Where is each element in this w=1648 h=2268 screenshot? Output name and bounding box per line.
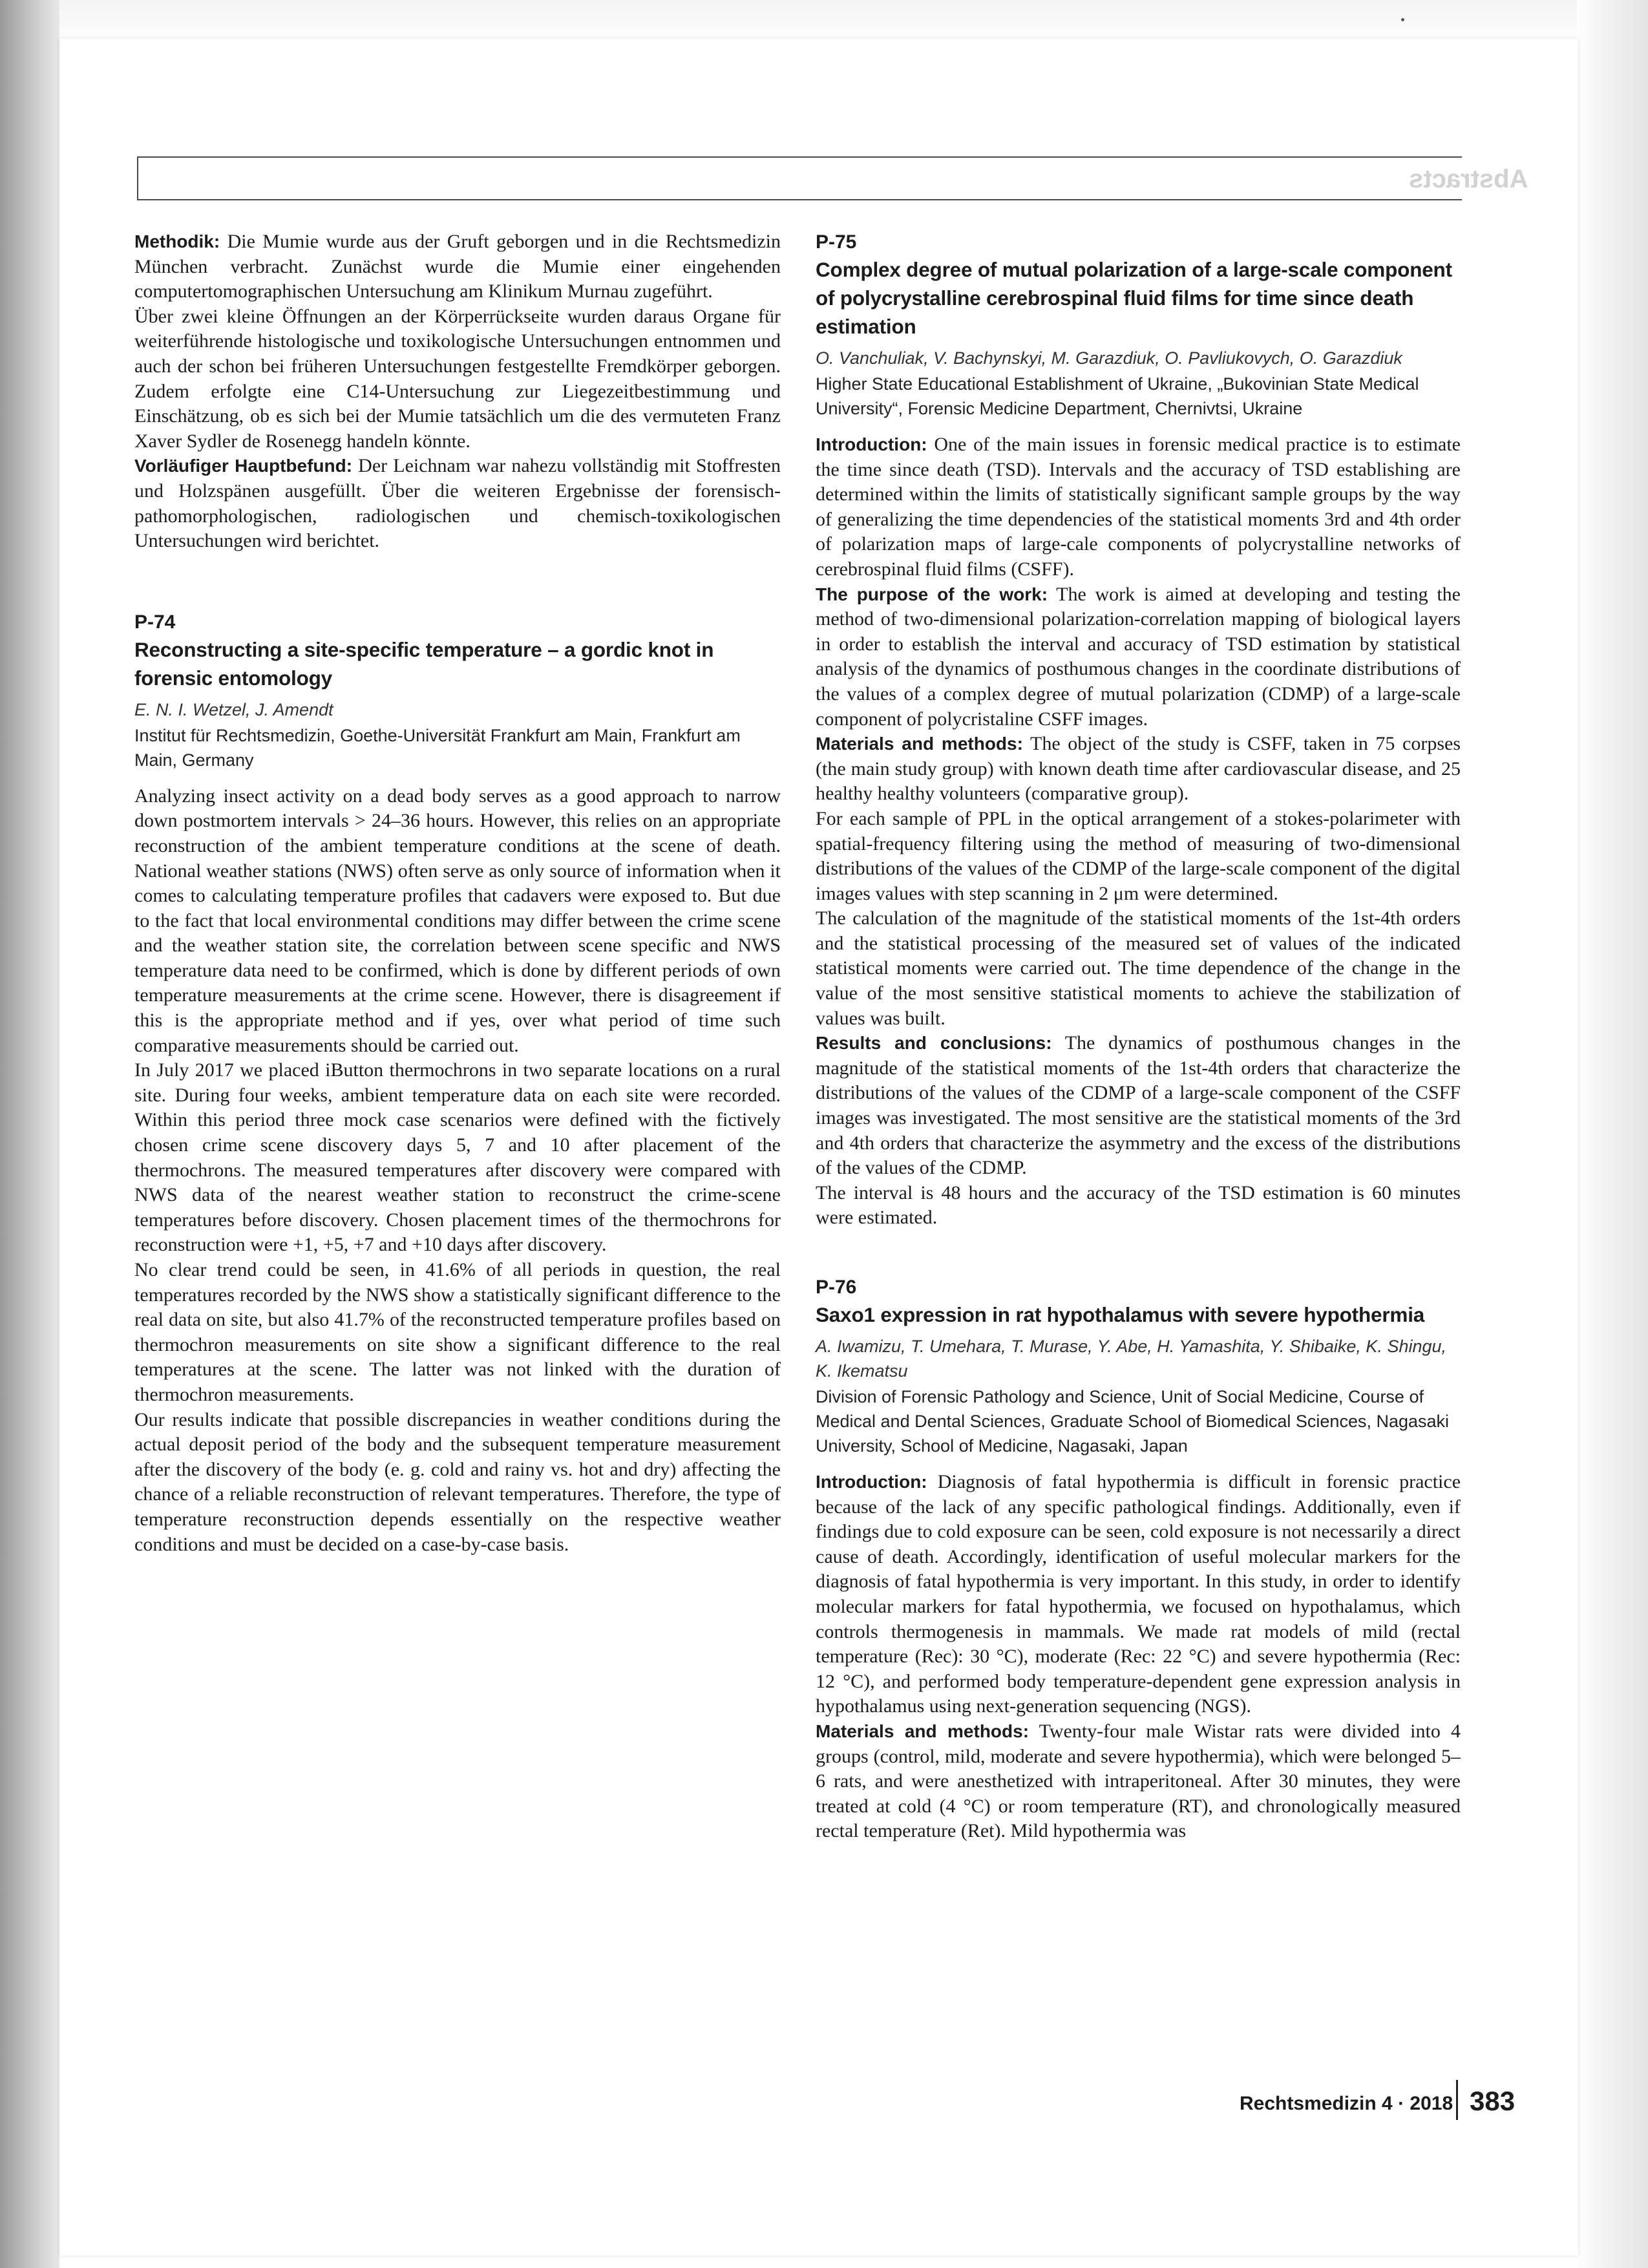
section-text: Twenty-four male Wistar rats were divided into 4 groups (control, mild, moderate and severe hypothermia), which were belonged 5–6 rats, and were anesthetized with intraperitoneal. After 30 minutes, they were treated at cold (4 °C) or room temperature (RT), and chronologically measured rectal temperature (Ret). Mild hypothermia was [816,1720,1461,1842]
abstract-paragraph [816,1031,1461,1181]
abstract-paragraph: Analyzing insect activity on a dead body serves as a good approach to narrow down postmortem intervals > 24–36 hours. However, this relies on an appropriate reconstruction of the ambient temperature conditions at the scene of death. National weather stations (NWS) often serve as only source of information when it comes to calculating temperature profiles that cadavers were exposed to. But due to the fact that local environmental conditions may differ between the crime scene and the weather station site, the correlation between scene specific and NWS temperature data need to be confirmed, which is done by different periods of own temperature measurements at the crime scene. However, there is disagreement if this is the appropriate method and if yes, over what period of time such comparative measurements should be carried out. [134,785,781,1056]
abstract-id: P-75 [816,231,857,253]
abstract-paragraph: In July 2017 we placed iButton thermochrons in two separate locations on a rural site. During four weeks, ambient temperature data on each site were recorded. Within this period three mock case scenarios were defined with the fictively chosen crime scene discovery days 5, 7 and 10 after placement of the thermochrons. The measured temperatures after discovery were compared with NWS data of the nearest weather station to reconstruct the crime-scene temperatures before discovery. Chosen placement times of the thermochrons for reconstruction were +1, +5, +7 and +10 days after discovery. [134,1059,781,1256]
section-label: Introduction: [816,1472,927,1492]
abstract-paragraph [816,582,1461,732]
section-label: Vorläufiger Hauptbefund: [134,456,353,476]
abstract-affiliation: Institut für Rechtsmedizin, Goethe-Universität Frankfurt am Main, Frankfurt am Main, Germany [134,725,741,770]
abstract-title: Complex degree of mutual polarization of a large-scale component of polycrystalline cerebrospinal fluid films for time since death estimation [816,258,1452,338]
abstract-p75 [816,229,1461,1231]
scan-shadow [0,0,59,2268]
abstract-paragraph: The interval is 48 hours and the accuracy of the TSD estimation is 60 minutes were estimated. [816,1182,1461,1229]
abstract-affiliation: Division of Forensic Pathology and Science, Unit of Social Medicine, Course of Medical and Dental Sciences, Graduate School of Biomedical Sciences, Nagasaki University, School of Medicine, Nagasaki, Japan [816,1387,1450,1456]
abstract-p76 [816,1275,1461,1844]
section-text: The dynamics of posthumous changes in the magnitude of the statistical moments of the 1st-4th orders that characterize the distributions of the values of the CDMP of a large-scale component of the CSFF images was investigated. The most sensitive are the statistical moments of the 3rd and 4th orders that characterize the asymmetry and the excess of the distributions of the values of the CDMP. [816,1032,1461,1179]
footer-divider [1456,2080,1458,2120]
abstract-id: P-74 [134,611,176,633]
page-number: 383 [1470,2086,1516,2116]
section-label: Introduction: [816,434,927,454]
scan-right-edge [1577,0,1648,2268]
abstract-authors: O. Vanchuliak, V. Bachynskyi, M. Garazdiuk, O. Pavliukovych, O. Garazdiuk [816,348,1402,368]
section-label: Results and conclusions: [816,1033,1052,1054]
methodik-paragraph [134,229,781,304]
scan-speck [1401,18,1404,21]
bleed-through-text: Abstracts [1409,165,1528,193]
continuation-paragraph [134,304,781,454]
section-text: Über zwei kleine Öffnungen an der Körperrückseite wurden daraus Organe für weiterführende histologische und toxikologische Untersuchungen entnommen und auch der schon bei früheren Untersuchungen festgestellte Fremdkörper geborgen. Zudem erfolgte eine C14-Untersuchung zur Liegezeitbestimmung und Einschätzung, ob es sich bei der Mumie tatsächlich um die des vermuteten Franz Xaver Sydler de Rosenegg handeln könnte. [134,305,781,452]
abstract-paragraph [816,1719,1461,1844]
section-text: The work is aimed at developing and testing the method of two-dimensional polarization-correlation mapping of biological layers in order to establish the interval and accuracy of TSD estimation by statistical analysis of the dynamics of posthumous changes in the coordinate distributions of the values of a complex degree of mutual polarization (CDMP) of a large-scale component of polycristaline CSFF images. [816,583,1461,730]
journal-name: Rechtsmedizin 4 · 2018 [1240,2093,1453,2114]
section-text: One of the main issues in forensic medical practice is to estimate the time since death (TSD). Intervals and the accuracy of TSD establishing are determined within the limits of statistically significant sample groups by the way of generalizing the time dependencies of the statistical moments 3rd and 4th order of polarization maps of large-cale components of polycrystalline networks of cerebrospinal fluid films (CSFF). [816,434,1461,580]
section-label: Methodik: [134,231,220,251]
abstract-paragraph: No clear trend could be seen, in 41.6% of all periods in question, the real temperatures recorded by the NWS show a statistically significant difference to the real data on site, but also 41.7% of the reconstructed temperature profiles based on thermochron measurements on site show a significant difference to the real temperatures at the scene. The latter was not linked with the duration of thermochron measurements. [134,1259,781,1405]
left-column [134,229,781,1557]
section-text: The object of the study is CSFF, taken in 75 corpses (the main study group) with known death time after cardiovascular disease, and 25 healthy healthy volunteers (comparative group). [816,733,1461,805]
abstract-paragraph: The calculation of the magnitude of the statistical moments of the 1st-4th orders and the statistical processing of the measured set of values of the indicated statistical moments were carried out. The time dependence of the change in the value of the most sensitive statistical moments to achieve the stabilization of values was built. [816,907,1461,1029]
section-label: Materials and methods: [816,734,1023,754]
section-label: Materials and methods: [816,1721,1030,1741]
section-text: Der Leichnam war nahezu vollständig mit Stoffresten und Holzspänen ausgefüllt. Über die weiteren Ergebnisse der forensisch-pathomorphologischen, radiologischen und chemisch-toxikologischen Untersuchungen wird berichtet. [134,455,781,552]
right-column [816,229,1461,1844]
section-text: Die Mumie wurde aus der Gruft geborgen und in die Rechtsmedizin München verbracht. Zunächst wurde die Mumie einer eingehenden computertomographischen Untersuchung am Klinikum Murnau zugeführt. [134,231,781,302]
abstract-id: P-76 [816,1277,857,1298]
abstract-p74 [134,609,781,1557]
abstract-paragraph: For each sample of PPL in the optical arrangement of a stokes-polarimeter with spatial-frequency filtering using the method of measuring of two-dimensional distributions of the values of the CDMP of the large-scale component of the digital images values with step scanning in 2 μm were determined. [816,807,1461,904]
abstract-paragraph [816,732,1461,807]
section-label: The purpose of the work: [816,584,1048,604]
header-rule-box [137,156,1462,200]
abstract-title: Reconstructing a site-specific temperature – a gordic knot in forensic entomology [134,637,714,690]
abstract-affiliation: Higher State Educational Establishment of Ukraine, „Bukovinian State Medical University“, Forensic Medicine Department, Chernivtsi, Ukraine [816,374,1419,418]
hauptbefund-paragraph [134,454,781,553]
abstract-paragraph [816,1470,1461,1719]
abstract-authors: A. Iwamizu, T. Umehara, T. Murase, Y. Abe, H. Yamashita, Y. Shibaike, K. Shingu, K. Ikematsu [816,1337,1447,1381]
abstract-paragraph: Our results indicate that possible discrepancies in weather conditions during the actual deposit period of the body and the subsequent temperature measurement after the discovery of the body (e. g. cold and rainy vs. hot and dry) affecting the chance of a reliable reconstruction of relevant temperatures. Therefore, the type of temperature reconstruction depends essentially on the respective weather conditions and must be decided on a case-by-case basis. [134,1408,781,1555]
abstract-title: Saxo1 expression in rat hypothalamus with severe hypothermia [816,1303,1425,1326]
abstract-paragraph [816,432,1461,582]
section-text: Diagnosis of fatal hypothermia is difficult in forensic practice because of the lack of any specific pathological findings. Additionally, even if findings due to cold exposure can be seen, cold exposure is not necessarily a direct cause of death. Accordingly, identification of useful molecular markers for the diagnosis of fatal hypothermia is very important. In this study, in order to identify molecular markers for fatal hypothermia, we focused on hypothalamus, which controls thermogenesis in mammals. We made rat models of mild (rectal temperature (Rec): 30 °C), moderate (Rec: 22 °C) and severe hypothermia (Rec: 12 °C), and performed body temperature-dependent gene expression analysis in hypothalamus using next-generation sequencing (NGS). [816,1471,1461,1717]
abstract-authors: E. N. I. Wetzel, J. Amendt [134,699,333,719]
